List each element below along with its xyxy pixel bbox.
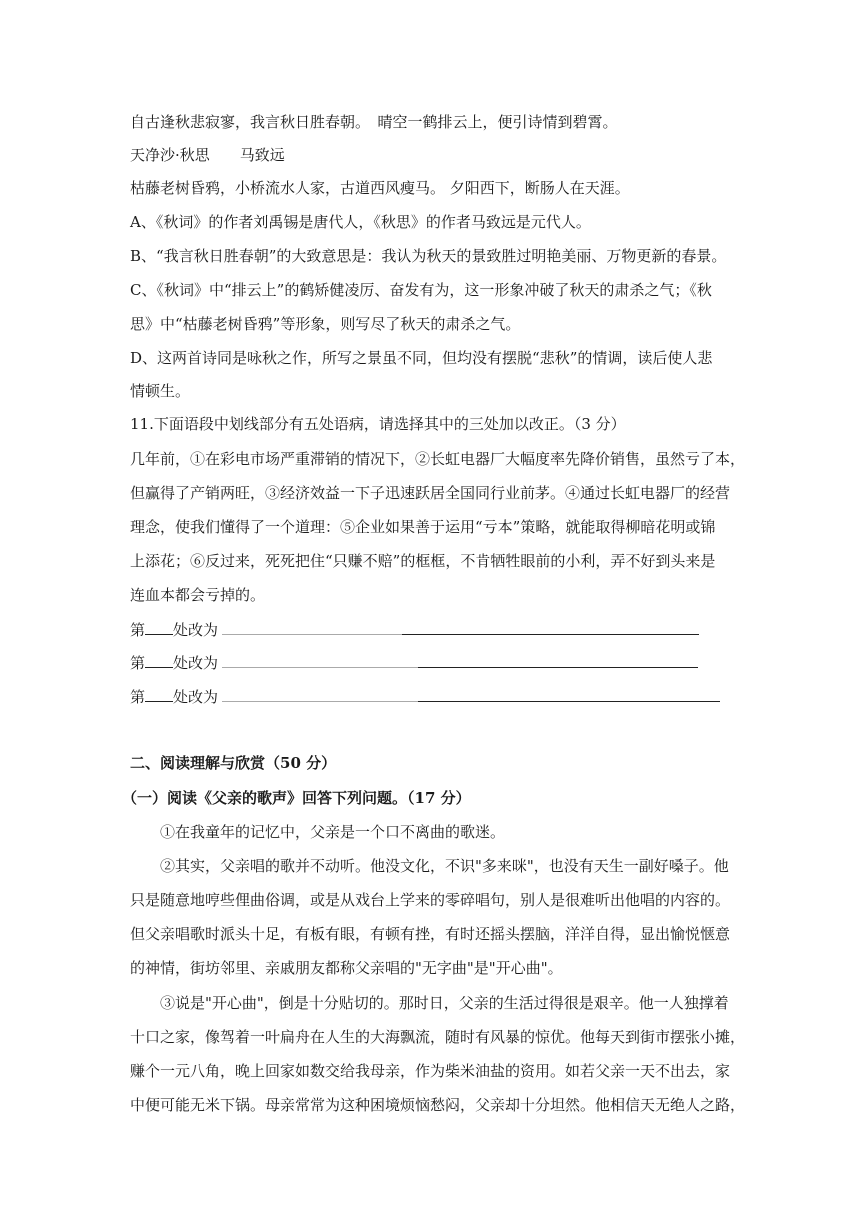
answer-correction-blank-faint (222, 701, 418, 702)
question-11-prompt: 11.下面语段中划线部分有五处语病，请选择其中的三处加以改正。（3 分） (130, 415, 626, 433)
answer-number-blank[interactable] (145, 653, 173, 668)
option-d-line2: 情顿生。 (130, 382, 191, 400)
reading-paragraph-2-line: 但父亲唱歌时派头十足，有板有眼，有顿有挫，有时还摇头摆脑，洋洋自得，显出愉悦惬意 (130, 925, 731, 943)
answer-correction-blank[interactable] (418, 667, 698, 668)
answer-prefix: 第 (130, 621, 146, 639)
section-2-sub-heading: （一）阅读《父亲的歌声》回答下列问题。（17 分） (122, 789, 471, 807)
option-d-line1: D、这两首诗同是咏秋之作，所写之景虽不同，但均没有摆脱“悲秋”的情调，读后使人悲 (130, 349, 713, 367)
reading-paragraph-2-line: 的神情，街坊邻里、亲戚朋友都称父亲唱的"无字曲"是"开心曲"。 (130, 959, 563, 977)
option-c-line1: C、《秋词》中“排云上”的鹤矫健凌厉、奋发有为，这一形象冲破了秋天的肃杀之气；《秋 (130, 281, 712, 299)
reading-paragraph-3-line: 十口之家，像驾着一叶扁舟在人生的大海飘流，随时有风暴的惊优。他每天到街市摆张小摊， (130, 1028, 746, 1046)
question-11-passage-line: 理念，使我们懂得了一个道理：⑤企业如果善于运用“亏本”策略，就能取得柳暗花明或锦 (130, 518, 716, 536)
reading-paragraph-1: ①在我童年的记忆中，父亲是一个口不离曲的歌迷。 (160, 823, 506, 841)
reading-paragraph-3-line: ③说是"开心曲"，倒是十分贴切的。那时日，父亲的生活过得很是艰辛。他一人独撑着 (160, 994, 729, 1012)
question-11-passage-line: 但赢得了产销两旺，③经济效益一下子迅速跃居全国同行业前茅。④通过长虹电器厂的经营 (130, 484, 731, 502)
poem-qiuci-line: 自古逢秋悲寂寥，我言秋日胜春朝。 晴空一鹤排云上，便引诗情到碧霄。 (130, 113, 618, 131)
answer-number-blank[interactable] (145, 687, 173, 702)
answer-middle: 处改为 (173, 688, 219, 706)
answer-correction-blank[interactable] (418, 701, 720, 702)
answer-prefix: 第 (130, 654, 146, 672)
option-b: B、“我言秋日胜春朝”的大致意思是：我认为秋天的景致胜过明艳美丽、万物更新的春景。 (130, 247, 727, 265)
reading-paragraph-2-line: 只是随意地哼些俚曲俗调，或是从戏台上学来的零碎唱句，别人是很难听出他唱的内容的。 (130, 891, 731, 909)
answer-row-2 (130, 653, 218, 673)
question-11-passage-line: 上添花；⑥反过来，死死把住“只赚不赔”的框框，不肯牺牲眼前的小利，弄不好到头来是 (130, 552, 716, 570)
poem-qiusi-line: 枯藤老树昏鸦，小桥流水人家，古道西风瘦马。 夕阳西下，断肠人在天涯。 (130, 179, 630, 197)
answer-row-3 (130, 687, 218, 707)
question-11-passage-line: 几年前，①在彩电市场严重滞销的情况下，②长虹电器厂大幅度率先降价销售，虽然亏了本， (130, 450, 746, 468)
reading-paragraph-2-line: ②其实，父亲唱的歌并不动听。他没文化，不识"多来咪"，也没有天生一副好嗓子。他 (160, 857, 729, 875)
answer-correction-blank[interactable] (402, 634, 699, 635)
answer-correction-blank-faint (222, 634, 402, 635)
answer-prefix: 第 (130, 688, 146, 706)
section-2-heading: 二、阅读理解与欣赏（50 分） (130, 754, 337, 772)
answer-number-blank[interactable] (145, 620, 173, 635)
answer-middle: 处改为 (173, 654, 219, 672)
answer-correction-blank-faint (222, 667, 418, 668)
answer-row-1 (130, 620, 218, 640)
option-a: A、《秋词》的作者刘禹锡是唐代人，《秋思》的作者马致远是元代人。 (130, 213, 591, 231)
option-c-line2: 思》中“枯藤老树昏鸦”等形象，则写尽了秋天的肃杀之气。 (130, 315, 521, 333)
reading-paragraph-3-line: 赚个一元八角，晚上回家如数交给我母亲，作为柴米油盐的资用。如若父亲一天不出去，家 (130, 1062, 731, 1080)
answer-middle: 处改为 (173, 621, 219, 639)
reading-paragraph-3-line: 中便可能无米下锅。母亲常常为这种困境烦恼愁闷，父亲却十分坦然。他相信天无绝人之路， (130, 1096, 746, 1114)
question-11-passage-line: 连血本都会亏掉的。 (130, 586, 266, 604)
poem-qiusi-title: 天净沙·秋思 马致远 (130, 146, 285, 164)
